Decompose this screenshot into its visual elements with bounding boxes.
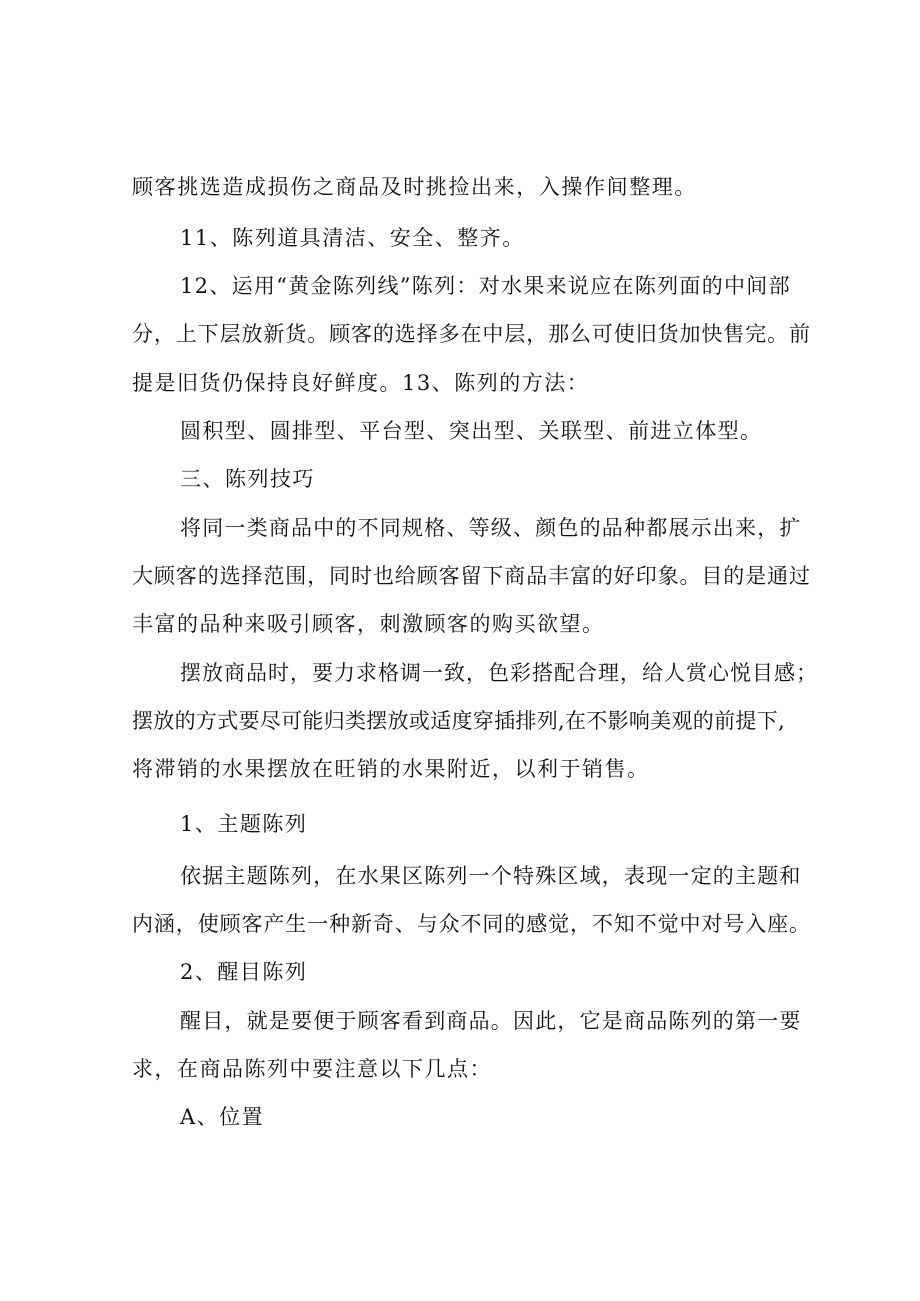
text-line: 11、陈列道具清洁、安全、整齐。 (180, 226, 525, 250)
text-line: 求，在商品陈列中要注意以下几点： (132, 1057, 492, 1081)
text-line: 分，上下层放新货。顾客的选择多在中层，那么可使旧货加快售完。前 (132, 322, 811, 346)
text-line: 依据主题陈列，在水果区陈列一个特殊区域，表现一定的主题和 (180, 864, 802, 888)
text-line: 丰富的品种来吸引顾客，刺激顾客的购买欲望。 (132, 612, 605, 636)
subsection-heading: 1、主题陈列 (180, 812, 308, 836)
text-line: 醒目，就是要便于顾客看到商品。因此，它是商品陈列的第一要 (180, 1009, 802, 1033)
subsection-heading: 2、醒目陈列 (180, 960, 308, 984)
section-heading: 三、陈列技巧 (180, 467, 315, 491)
text-line: 内涵，使顾客产生一种新奇、与众不同的感觉，不知不觉中对号入座。 (132, 912, 811, 936)
text-line: 提是旧货仍保持良好鲜度。13、陈列的方法： (132, 371, 590, 395)
text-line: 摆放的方式要尽可能归类摆放或适度穿插排列,在不影响美观的前提下, (132, 709, 785, 733)
text-line: 顾客挑选造成损伤之商品及时挑捡出来，入操作间整理。 (132, 175, 697, 199)
text-line: 将滞销的水果摆放在旺销的水果附近，以利于销售。 (132, 757, 650, 781)
text-line: 大顾客的选择范围，同时也给顾客留下商品丰富的好印象。目的是通过 (132, 564, 811, 588)
text-line: 将同一类商品中的不同规格、等级、颜色的品种都展示出来，扩 (180, 516, 802, 540)
text-line: 12、运用“黄金陈列线”陈列：对水果来说应在陈列面的中间部 (180, 274, 791, 298)
subsection-heading: A、位置 (180, 1105, 265, 1129)
text-line: 圆积型、圆排型、平台型、突出型、关联型、前进立体型。 (180, 419, 763, 443)
text-line: 摆放商品时，要力求格调一致，色彩搭配合理，给人赏心悦目感； (180, 661, 818, 685)
